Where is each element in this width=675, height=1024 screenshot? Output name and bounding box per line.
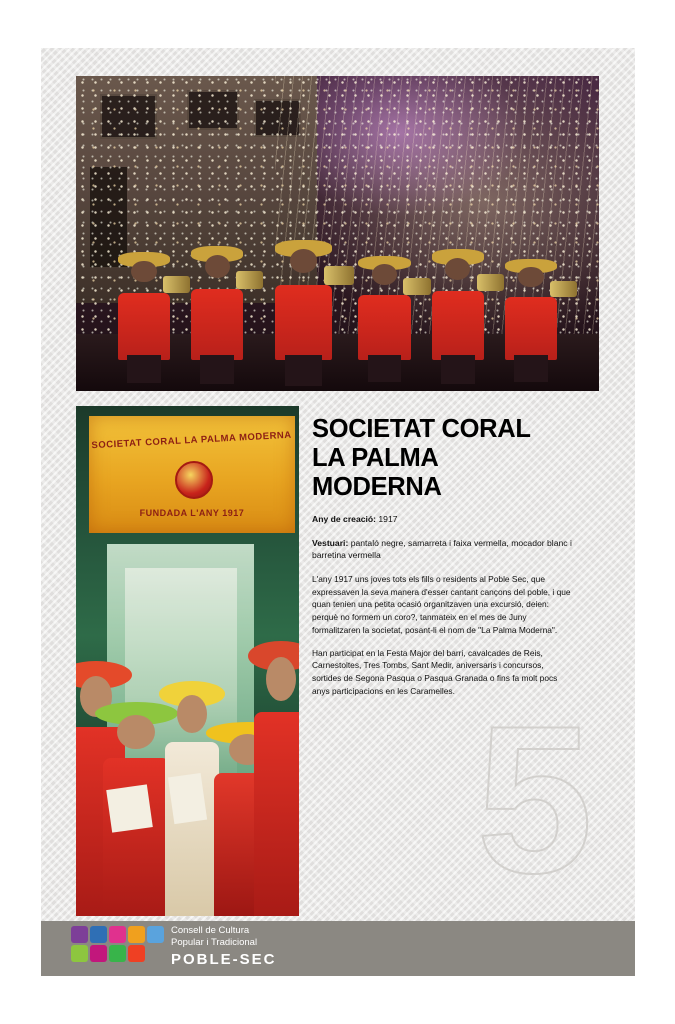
puzzle-piece <box>128 945 145 962</box>
history-paragraph-1: L'any 1917 uns joves tots els fills o residents al Poble Sec, que expressaven la seva manera d'esser cantant cançons del poble, i que quan tenien una petita ocasió organitzaven una excursió, deien: perquè no formem un coro?, tanmateix en el mes de Juny formalitzaren la societat, posant-li el nom de "La Palma Moderna". <box>312 573 571 635</box>
photo-trumpet <box>163 276 190 293</box>
photo-legs <box>441 355 474 384</box>
footer-brand: POBLE-SEC <box>171 950 277 968</box>
photo-musician <box>118 252 170 359</box>
photo-society-emblem <box>175 461 213 499</box>
puzzle-piece <box>109 926 126 943</box>
puzzle-piece <box>71 945 88 962</box>
photo-head <box>445 258 470 280</box>
photo-torso <box>254 712 299 916</box>
photo-head <box>518 267 543 287</box>
founding-year-value: 1917 <box>378 514 398 525</box>
puzzle-piece <box>90 926 107 943</box>
photo-legs <box>514 355 547 381</box>
photo-torso <box>275 285 333 359</box>
photo-torso <box>432 291 484 359</box>
photo-torso <box>505 297 557 359</box>
photo-head <box>205 255 230 278</box>
photo-choir-member <box>254 641 299 916</box>
title-line-2: LA PALMA <box>312 443 439 472</box>
photo-signboard <box>89 416 294 533</box>
brass-band-fireworks-photo <box>76 76 599 391</box>
choir-entrance-photo <box>76 406 299 916</box>
puzzle-piece <box>71 926 88 943</box>
puzzle-piece <box>90 945 107 962</box>
photo-trumpet <box>477 274 504 292</box>
photo-musician <box>358 256 410 360</box>
photo-choir-member <box>165 681 219 916</box>
photo-torso <box>191 289 243 359</box>
photo-sign-founded-text: FUNDADA L'ANY 1917 <box>139 507 245 518</box>
photo-torso <box>103 758 170 916</box>
photo-musician <box>191 246 243 359</box>
costume-value: pantaló negre, samarreta i faixa vermella, mocador blanc i barretina vermella <box>312 537 572 561</box>
puzzle-logo <box>71 926 221 966</box>
costume-label: Vestuari: <box>312 537 349 548</box>
history-paragraph-2: Han participat en la Festa Major del barri, cavalcades de Reis, Carnestoltes, Tres Tombs, Sant Medir, aniversaris i concursos, sortides de Segona Pasqua o Pasqua Granada o fins fa molt pocs anys participacions en les Caramelles. <box>312 647 558 696</box>
title-line-1: SOCIETAT CORAL <box>312 415 531 443</box>
puzzle-piece <box>109 945 126 962</box>
photo-song-sheet <box>107 785 154 833</box>
photo-legs <box>200 355 233 384</box>
photo-musician <box>275 240 333 360</box>
photo-torso <box>165 742 219 916</box>
photo-choir-member <box>103 702 170 916</box>
photo-face <box>266 657 296 701</box>
footer-line-2: Popular i Tradicional <box>171 936 258 948</box>
photo-face <box>117 715 154 749</box>
page-title <box>312 415 574 501</box>
decorative-number: 5 <box>476 682 583 917</box>
photo-face <box>177 695 207 733</box>
photo-legs <box>285 355 322 386</box>
founding-year-label: Any de creació: <box>312 514 376 525</box>
photo-head <box>131 261 156 282</box>
photo-song-sheet <box>167 773 206 824</box>
title-line-3: MODERNA <box>312 472 442 501</box>
background-panel <box>41 48 635 976</box>
footer-content <box>71 925 277 968</box>
photo-legs <box>127 355 160 383</box>
photo-sign-arc-text: SOCIETAT CORAL LA PALMA MODERNA <box>91 429 293 452</box>
photo-trumpet <box>550 281 577 297</box>
photo-musician <box>505 259 557 360</box>
photo-torso <box>118 293 170 359</box>
photo-trombone <box>324 266 354 285</box>
article-text-column <box>312 415 574 708</box>
photo-legs <box>368 355 401 382</box>
photo-torso <box>358 295 410 359</box>
photo-musician <box>432 249 484 359</box>
photo-trumpet <box>236 271 263 289</box>
footer-bar <box>41 921 635 976</box>
costume-info <box>312 537 574 562</box>
founding-year <box>312 513 574 525</box>
photo-head <box>290 249 318 273</box>
photo-trumpet <box>403 278 430 295</box>
footer-line-1: Consell de Cultura <box>171 925 250 936</box>
puzzle-piece <box>147 926 164 943</box>
photo-head <box>372 264 397 285</box>
puzzle-piece <box>128 926 145 943</box>
